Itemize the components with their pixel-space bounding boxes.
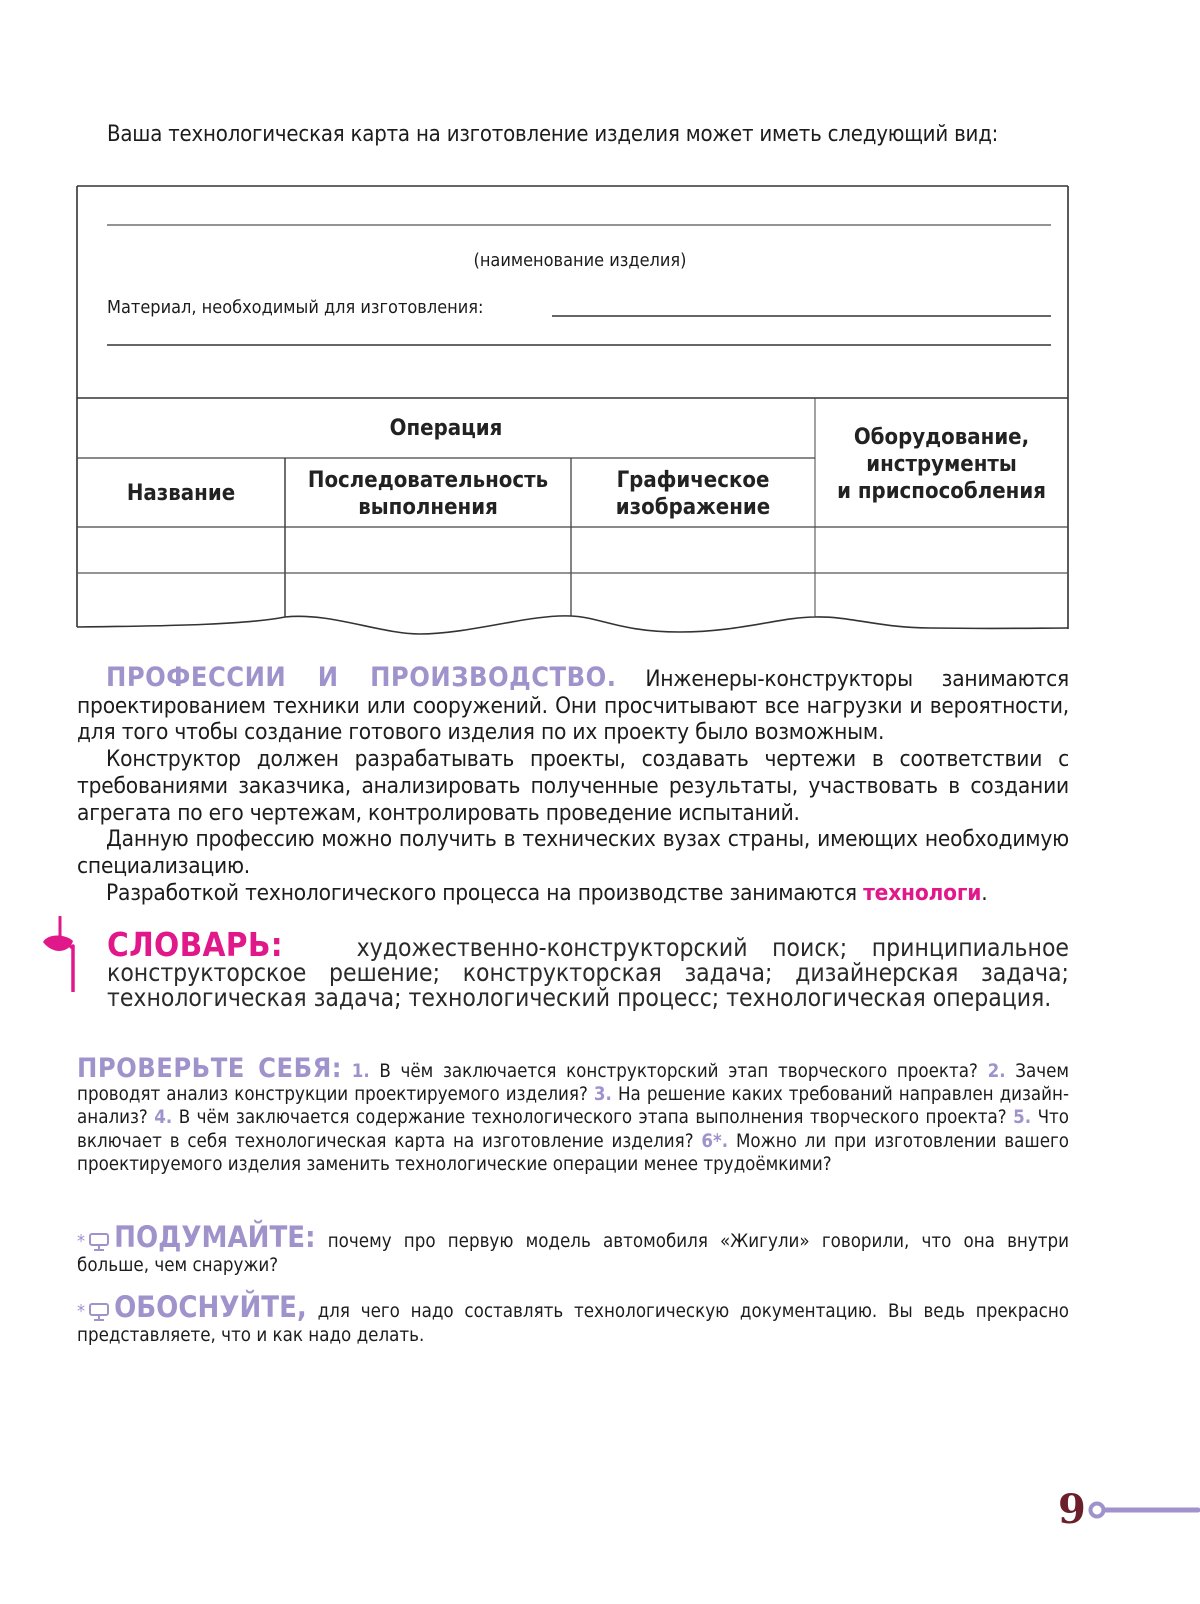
professions-p2 bbox=[77, 746, 1069, 826]
highlight-technologists: технологи bbox=[863, 879, 982, 906]
table-cell-r1-name[interactable] bbox=[78, 528, 284, 572]
question-text: На решение каких требований направлен дизайн-анализ? bbox=[77, 1084, 1070, 1129]
question-text: В чём заключается содержание технологического этапа выполнения творческого проекта? bbox=[178, 1107, 1007, 1129]
professions-p3 bbox=[77, 826, 1069, 879]
header-graphic-line-1: Графическое bbox=[616, 468, 770, 493]
question-text: Что включает в себя технологическая карта на изготовление изделия? bbox=[77, 1107, 1070, 1152]
computer-icon bbox=[88, 1232, 110, 1252]
professions-heading: ПРОФЕССИИ И ПРОИЗВОДСТВО. bbox=[106, 662, 617, 693]
header-graphic bbox=[571, 467, 815, 521]
product-name-caption: (наименование изделия) bbox=[473, 250, 687, 271]
question-number: 2. bbox=[987, 1061, 1006, 1082]
table-cell-r2-equipment[interactable] bbox=[816, 574, 1067, 616]
check-yourself-heading: ПРОВЕРЬТЕ СЕБЯ: bbox=[77, 1053, 343, 1084]
professions-p4 bbox=[77, 880, 1069, 907]
header-operation: Операция bbox=[389, 416, 503, 441]
question-number: 5. bbox=[1013, 1107, 1032, 1129]
table-cell-r2-graphic[interactable] bbox=[572, 574, 814, 616]
header-sequence bbox=[285, 467, 571, 521]
question-text: В чём заключается конструкторский этап творческого проекта? bbox=[379, 1061, 978, 1082]
dictionary-heading: СЛОВАРЬ: bbox=[107, 925, 283, 964]
question-number: 6*. bbox=[701, 1130, 729, 1152]
professions-p1 bbox=[77, 662, 1069, 746]
table-cell-r2-sequence[interactable] bbox=[286, 574, 570, 616]
dictionary-section bbox=[107, 925, 1069, 1012]
header-sequence-line-1: Последовательность bbox=[307, 468, 549, 493]
question-number: 3. bbox=[593, 1084, 612, 1106]
material-label: Материал, необходимый для изготовления: bbox=[107, 297, 484, 318]
computer-icon bbox=[88, 1302, 110, 1322]
think-heading: ПОДУМАЙТЕ: bbox=[114, 1220, 316, 1254]
justify-text: для чего надо составлять технологическую документацию. Вы ведь прекрасно представляете, что и как надо делать. bbox=[77, 1301, 1070, 1346]
header-equipment bbox=[815, 424, 1068, 505]
header-equipment-line-1: Оборудование, bbox=[853, 425, 1030, 450]
professions-p4-suffix: . bbox=[981, 879, 988, 906]
justify-section bbox=[77, 1290, 1070, 1347]
question-text: Можно ли при изготовлении вашего проектируемого изделия заменить технологические операции менее трудоёмкими? bbox=[77, 1130, 1070, 1175]
asterisk-icon: * bbox=[77, 1231, 86, 1252]
table-wavy-bottom bbox=[77, 616, 1068, 634]
asterisk-icon: * bbox=[77, 1301, 86, 1322]
header-name bbox=[77, 480, 285, 507]
professions-p1-text: Инженеры-конструкторы занимаются проектированием техники или сооружений. Они просчитывают все нагрузки и вероятности, для того чтобы создание готового изделия по их проекту было возможным. bbox=[77, 666, 1069, 746]
music-note-icon bbox=[40, 916, 82, 992]
professions-section bbox=[77, 662, 1069, 906]
professions-p2-text: Конструктор должен разрабатывать проекты, создавать чертежи в соответствии с требованиями заказчика, анализировать полученные результаты, участвовать в создании агрегата по его чертежам, контролировать проведение испытаний. bbox=[77, 746, 1069, 826]
header-equipment-line-3: и приспособления bbox=[837, 479, 1046, 504]
dictionary-text: художественно-конструкторский поиск; принципиальное конструкторское решение; конструкторская задача; дизайнерская задача; технологическая задача; технологический процесс; технологическая операция. bbox=[107, 933, 1069, 1012]
think-text: почему про первую модель автомобиля «Жигули» говорили, что она внутри больше, чем снаружи? bbox=[77, 1231, 1069, 1276]
question-number: 1. bbox=[351, 1061, 370, 1082]
header-graphic-line-2: изображение bbox=[615, 495, 771, 520]
table-cell-r1-equipment[interactable] bbox=[816, 528, 1067, 572]
question-text: Зачем проводят анализ конструкции проектируемого изделия? bbox=[77, 1061, 1070, 1106]
question-number: 4. bbox=[154, 1107, 173, 1129]
header-sequence-line-2: выполнения bbox=[358, 495, 498, 520]
header-equipment-line-2: инструменты bbox=[866, 452, 1017, 477]
table-cell-r1-sequence[interactable] bbox=[286, 528, 570, 572]
table-cell-r1-graphic[interactable] bbox=[572, 528, 814, 572]
table-cell-r2-name[interactable] bbox=[78, 574, 284, 616]
header-name-line: Название bbox=[126, 481, 236, 506]
check-yourself-section bbox=[77, 1053, 1070, 1176]
page-number: 9 bbox=[1058, 1486, 1086, 1533]
think-section bbox=[77, 1220, 1069, 1277]
page-number-decoration bbox=[1088, 1500, 1200, 1520]
intro-text: Ваша технологическая карта на изготовление изделия может иметь следующий вид: bbox=[107, 122, 999, 147]
justify-heading: ОБОСНУЙТЕ, bbox=[114, 1290, 307, 1324]
professions-p3-text: Данную профессию можно получить в технических вузах страны, имеющих необходимую специализацию. bbox=[77, 826, 1069, 879]
professions-p4-text: Разработкой технологического процесса на производстве занимаются bbox=[106, 879, 857, 906]
